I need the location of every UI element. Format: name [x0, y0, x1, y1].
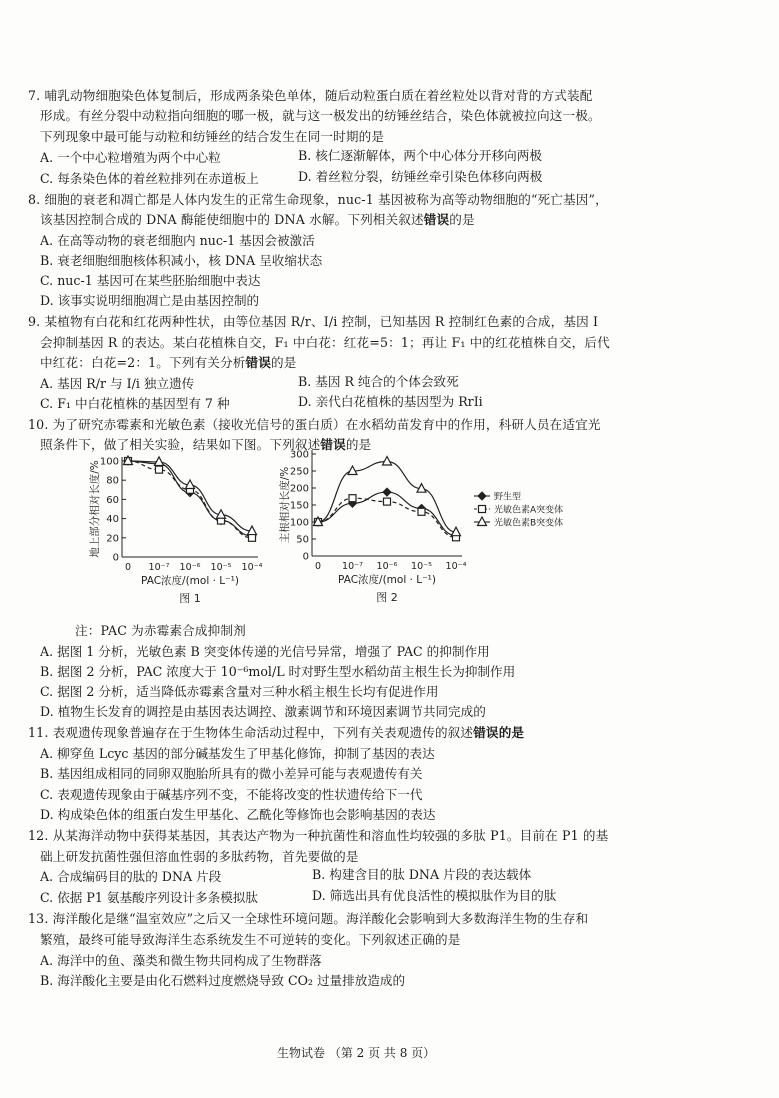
x-tick-label: 10⁻⁶: [179, 562, 201, 573]
y-tick-label: 20: [106, 533, 119, 545]
x-tick-label: 10⁻⁴: [445, 561, 467, 572]
y-tick-label: 150: [289, 500, 309, 512]
q11-option-b: B. 基因组成相同的同卵双胞胎所具有的微小差异可能与表观遗传有关: [40, 766, 423, 781]
q8-option-c: C. nuc-1 基因可在某些胚胎细胞中表达: [40, 273, 261, 288]
q8-option-a: A. 在高等动物的衰老细胞内 nuc-1 基因会被激活: [40, 233, 315, 248]
q9-stem-line3: [40, 355, 296, 371]
legend-label: 野生型: [494, 492, 522, 503]
x-tick-label: 10⁻⁵: [210, 562, 232, 573]
y-tick-label: 40: [106, 514, 119, 526]
legend-marker: [478, 492, 486, 500]
q11-stem-text: 11. 表观遗传现象普遍存在于生物体生命活动过程中，下列有关表观遗传的叙述: [28, 725, 474, 740]
q7-option-d: D. 着丝粒分裂，纺锤丝牵引染色体移向两极: [298, 169, 543, 184]
q9-emphasis: 错误: [245, 355, 271, 370]
q7-option-c: C. 每条染色体的着丝粒排列在赤道板上: [40, 171, 259, 186]
q7-stem-line3: 下列现象中最可能与动粒和纺锤丝的结合发生在同一时期的是: [40, 129, 385, 144]
y-tick-label: 250: [289, 466, 309, 478]
data-point: [349, 495, 356, 502]
q10-emphasis: 错误: [320, 437, 346, 452]
q10-stem-line1: 10. 为了研究赤霉素和光敏色素（接收光信号的蛋白质）在水稻幼苗发育中的作用，科研人员在适宜光: [28, 417, 601, 432]
q8-emphasis: 错误: [423, 212, 450, 227]
figure-2-series: [314, 456, 461, 540]
q9-stem-end: 的是: [270, 355, 297, 370]
legend-label: 光敏色素A突变体: [494, 505, 564, 516]
q11-emphasis: 错误: [473, 725, 499, 740]
q13-stem-line2: 繁殖，最终可能导致海洋生态系统发生不可逆转的变化。下列叙述正确的是: [40, 932, 461, 947]
data-point: [383, 488, 391, 496]
x-tick-label: 10⁻⁷: [148, 562, 170, 573]
y-tick-label: 80: [106, 475, 119, 487]
series-line: [128, 461, 252, 538]
data-point: [383, 456, 392, 465]
q10-stem-text: 照条件下，做了相关实验，结果如下图。下列叙述: [40, 437, 321, 452]
page-footer: 生物试卷 （第 2 页 共 8 页）: [277, 1046, 436, 1060]
x-tick-label: 10⁻⁵: [411, 561, 432, 572]
q12-option-d: D. 筛选出具有优良活性的模拟肽作为目的肽: [312, 888, 557, 903]
figure-caption: 图 1: [179, 592, 201, 605]
q11-stem-end: 的是: [498, 725, 525, 740]
q13-stem-line1: 13. 海洋酸化是继“温室效应”之后又一全球性环境问题。海洋酸化会影响到大多数海洋生物的生存和: [28, 911, 589, 926]
figure-2-axes: [278, 450, 467, 605]
data-point: [155, 457, 164, 466]
q12-option-b: B. 构建含目的肽 DNA 片段的表达载体: [312, 867, 532, 882]
figure-1-chart: [86, 447, 286, 617]
y-tick-label: 50: [296, 534, 309, 546]
q7-option-a: A. 一个中心粒增殖为两个中心粒: [40, 150, 221, 165]
q13-option-b: B. 海洋酸化主要是由化石燃料过度燃烧导致 CO₂ 过量排放造成的: [40, 973, 406, 988]
q9-stem-text: 中红花：白花=2：1。下列有关分析: [40, 355, 246, 370]
q7-stem-line1: 7. 哺乳动物细胞染色体复制后，形成两条染色单体，随后动粒蛋白质在着丝粒处以背对背的方式装配: [28, 88, 593, 103]
y-tick-label: 0: [112, 552, 119, 564]
q8-stem-line2: [40, 212, 475, 228]
q8-option-b: B. 衰老细胞细胞核体积减小，核 DNA 呈收缩状态: [40, 253, 323, 268]
figure-1-series: [124, 456, 257, 541]
data-point: [156, 466, 163, 473]
q12-option-a: A. 合成编码目的肽的 DNA 片段: [40, 869, 222, 884]
x-tick-label: 0: [314, 561, 322, 572]
q9-option-b: B. 基因 R 纯合的个体会致死: [298, 374, 459, 389]
q7-stem-line2: 形成。有丝分裂中动粒指向细胞的哪一极，就与这一极发出的纺锤丝结合，染色体就被拉向这一极。: [40, 108, 601, 123]
q11-stem-line1: [28, 725, 524, 741]
y-axis-label: 主根相对长度/%: [279, 466, 291, 544]
q10-note: 注：PAC 为赤霉素合成抑制剂: [75, 623, 246, 638]
q7-option-b: B. 核仁逐渐解体，两个中心体分开移向两极: [298, 148, 542, 163]
q9-option-a: A. 基因 R/r 与 I/i 独立遗传: [40, 376, 195, 391]
q12-stem-line2: 础上研发抗菌性强但溶血性弱的多肽药物，首先要做的是: [40, 849, 359, 864]
q8-stem-end: 的是: [449, 212, 475, 227]
q9-option-c: C. F₁ 中白花植株的基因型有 7 种: [40, 396, 230, 411]
y-tick-label: 60: [106, 494, 119, 506]
q12-option-c: C. 依据 P1 氨基酸序列设计多条模拟肽: [40, 890, 258, 905]
x-tick-label: 10⁻⁷: [342, 561, 363, 572]
x-axis-label: PAC浓度/(mol · L⁻¹): [141, 575, 239, 587]
q8-stem-line1: 8. 细胞的衰老和凋亡都是人体内发生的正常生命现象，nuc-1 基因被称为高等动物细胞的“死亡基因”，: [28, 192, 608, 207]
q9-option-d: D. 亲代白花植株的基因型为 RrIi: [298, 394, 483, 409]
y-axis-label: 地上部分相对长度/%: [89, 460, 101, 558]
x-tick-label: 0: [124, 562, 132, 573]
x-tick-label: 10⁻⁴: [241, 562, 263, 573]
figure-2-chart: [279, 440, 586, 617]
legend-marker: [479, 506, 486, 513]
x-tick-label: 10⁻⁶: [376, 561, 398, 572]
y-tick-label: 100: [289, 517, 309, 529]
series-line: [128, 461, 252, 536]
y-tick-label: 300: [289, 449, 309, 461]
figure-2-legend: [474, 491, 563, 529]
q12-stem-line1: 12. 从某海洋动物中获得某基因，其表达产物为一种抗菌性和溶血性均较强的多肽 P1。目前在 P1 的基: [28, 828, 609, 843]
legend-marker: [478, 517, 487, 526]
q10-option-d: D. 植物生长发育的调控是由基因表达调控、激素调节和环境因素调节共同完成的: [40, 704, 486, 719]
q10-option-a: A. 据图 1 分析，光敏色素 B 突变体传递的光信号异常，增强了 PAC 的抑制作用: [40, 644, 490, 659]
q8-stem-text: 该基因控制合成的 DNA 酶能使细胞中的 DNA 水解。下列相关叙述: [40, 212, 424, 227]
data-point: [384, 498, 391, 505]
q10-option-c: C. 据图 2 分析，适当降低赤霉素含量对三种水稻主根生长均有促进作用: [40, 684, 439, 699]
y-tick-label: 0: [302, 551, 309, 563]
series-line: [318, 461, 456, 532]
q11-option-a: A. 柳穿鱼 Lcyc 基因的部分碱基发生了甲基化修饰，抑制了基因的表达: [40, 746, 435, 761]
legend-label: 光敏色素B突变体: [494, 518, 564, 529]
data-point: [249, 534, 256, 541]
y-tick-label: 200: [289, 483, 309, 495]
q13-option-a: A. 海洋中的鱼、藻类和微生物共同构成了生物群落: [40, 953, 322, 968]
q10-option-b: B. 据图 2 分析，PAC 浓度大于 10⁻⁶mol/L 时对野生型水稻幼苗主根生长为抑制作用: [40, 664, 516, 679]
figure-caption: 图 2: [376, 591, 398, 604]
q10-stem-end: 的是: [345, 437, 372, 452]
q11-option-c: C. 表观遗传现象由于碱基序列不变，不能将改变的性状遗传给下一代: [40, 787, 423, 802]
q11-option-d: D. 构成染色体的组蛋白发生甲基化、乙酰化等修饰也会影响基因的表达: [40, 807, 436, 822]
data-point: [418, 508, 425, 515]
y-tick-label: 100: [99, 456, 119, 468]
q9-stem-line1: 9. 某植物有白花和红花两种性状，由等位基因 R/r、I/i 控制，已知基因 R 控制红色素的合成，基因 I: [28, 314, 599, 329]
q9-stem-line2: 会抑制基因 R 的表达。某白花植株自交，F₁ 中白花：红花=5：1；再让 F₁ 中的红花植株自交，后代: [40, 335, 610, 350]
q8-option-d: D. 该事实说明细胞凋亡是由基因控制的: [40, 293, 260, 308]
x-axis-label: PAC浓度/(mol · L⁻¹): [338, 574, 436, 586]
